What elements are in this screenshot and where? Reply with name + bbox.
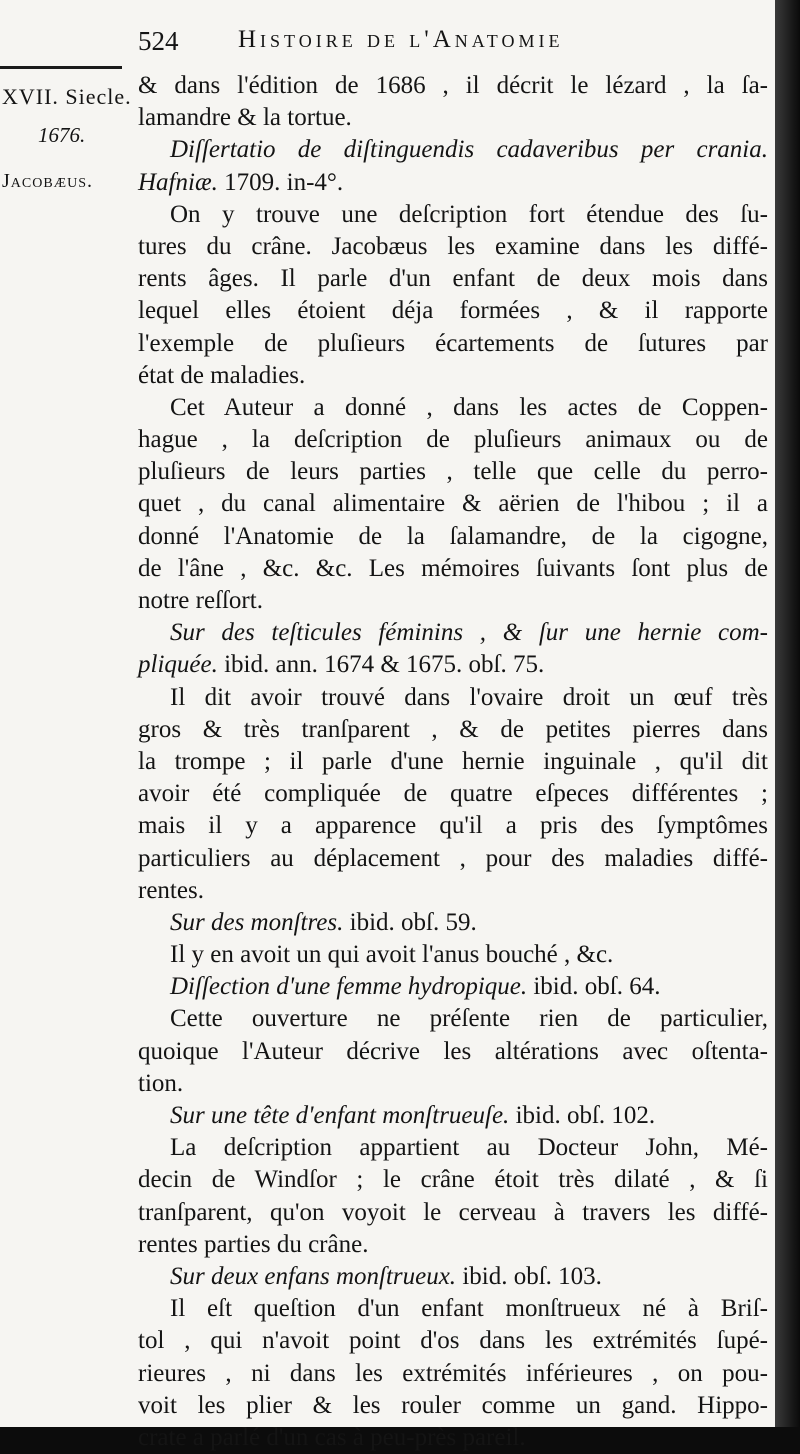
text-line: la trompe ; il parle d'une hernie inguinale , qu'il dit — [138, 747, 768, 775]
text-line: rents âges. Il parle d'un enfant de deux mois dans — [138, 265, 768, 293]
text-line: lamandre & la tortue. — [138, 104, 352, 132]
body-text — [138, 70, 768, 1454]
title-italic: Diſſection d'une femme hydropique. — [170, 973, 528, 1001]
text-line: l'exemple de pluſieurs écartements de ſutures par — [138, 329, 768, 357]
text-line: & dans l'édition de 1686 , il décrit le lézard , la ſa- — [138, 72, 768, 99]
text-line: rentes parties du crâne. — [138, 1230, 369, 1258]
text-line: pluſieurs de leurs parties , telle que celle du perro- — [138, 458, 768, 486]
text-line — [138, 167, 768, 199]
text-line: rentes. — [138, 876, 204, 904]
citation-text: ibid. obſ. 59. — [343, 908, 477, 936]
margin-note-century: XVII. Siecle. — [2, 84, 132, 109]
work-title-line — [138, 1261, 768, 1293]
text-line: La deſcription appartient au Docteur John, Mé- — [170, 1134, 768, 1162]
citation-text: ibid. ann. 1674 & 1675. obſ. 75. — [217, 651, 545, 679]
text-line: Il dit avoir trouvé dans l'ovaire droit un œuf très — [170, 683, 768, 711]
imprint-place: Hafniæ. — [138, 168, 218, 196]
text-line: tures du crâne. Jacobæus les examine dans les diffé- — [138, 232, 768, 260]
title-italic: Sur deux enfans monſtrueux. — [170, 1262, 457, 1290]
text-line: Il eſt queſtion d'un enfant monſtrueux né à Briſ- — [170, 1295, 768, 1323]
text-line: rieures , ni dans les extrémités inférieures , on pou- — [138, 1359, 768, 1387]
margin-rule — [0, 66, 122, 69]
text-line: mais il y a apparence qu'il a pris des ſymptômes — [138, 812, 768, 840]
text-line: quoique l'Auteur décrive les altérations avec oſtenta- — [138, 1037, 768, 1065]
text-line: crate a parlé d'un cas à peu-près pareil. — [138, 1423, 526, 1451]
page-edge-shadow — [775, 0, 800, 1427]
work-title-line — [138, 907, 768, 939]
citation-text: ibid. obſ. 64. — [527, 973, 661, 1001]
text-line: On y trouve une deſcription fort étendue des ſu- — [170, 200, 768, 228]
title-italic: Sur des monſtres. — [170, 908, 344, 936]
text-line: lequel elles étoient déja formées , & il rapporte — [138, 297, 768, 325]
work-title-line: Sur des teſticules féminins , & ſur une hernie com- — [170, 619, 768, 647]
text-line — [138, 649, 768, 681]
text-line: voit les plier & les rouler comme un gand. Hippo- — [138, 1391, 768, 1419]
text-line: quet , du canal alimentaire & aërien de l'hibou ; il a — [138, 490, 768, 518]
text-line: tion. — [138, 1069, 184, 1097]
text-line: tranſparent, qu'on voyoit le cerveau à travers les diffé- — [138, 1198, 768, 1226]
margin-note-year: 1676. — [38, 123, 86, 147]
page-number: 524 — [138, 26, 179, 56]
citation-text: 1709. in-4°. — [217, 168, 344, 196]
work-title-line — [138, 1100, 768, 1132]
text-line: gros & très tranſparent , & de petites pierres dans — [138, 715, 768, 743]
text-line: notre reſſort. — [138, 587, 263, 614]
work-title-line: Diſſertatio de diſtinguendis cadaveribus per crania. — [170, 136, 768, 164]
text-line: decin de Windſor ; le crâne étoit très dilaté , & ſi — [138, 1166, 768, 1194]
text-line: particuliers au déplacement , pour des maladies diffé- — [138, 844, 768, 872]
text-line: hague , la deſcription de pluſieurs animaux ou de — [138, 426, 768, 454]
text-line: avoir été compliquée de quatre eſpeces différentes ; — [138, 780, 768, 808]
margin-note-author: Jacobæus. — [2, 170, 94, 192]
text-line: donné l'Anatomie de la ſalamandre, de la cigogne, — [138, 522, 768, 550]
title-italic: Sur une tête d'enfant monſtrueuſe. — [170, 1102, 510, 1129]
text-line: état de maladies. — [138, 361, 306, 389]
page-header — [138, 26, 768, 66]
citation-text: ibid. obſ. 103. — [456, 1262, 602, 1290]
title-word: pliquée. — [138, 651, 218, 679]
work-title-line — [138, 971, 768, 1003]
text-line: Cet Auteur a donné , dans les actes de Coppen- — [170, 393, 768, 421]
text-line: tol , qui n'avoit point d'os dans les extrémités ſupé- — [138, 1327, 768, 1355]
text-line: Il y en avoit un qui avoit l'anus bouché , &c. — [170, 941, 614, 969]
citation-text: ibid. obſ. 102. — [509, 1102, 656, 1129]
text-line: Cette ouverture ne préſente rien de particulier, — [170, 1005, 768, 1033]
text-line: de l'âne , &c. &c. Les mémoires ſuivants ſont plus de — [138, 554, 768, 582]
running-head: Histoire de l'Anatomie — [238, 26, 564, 53]
